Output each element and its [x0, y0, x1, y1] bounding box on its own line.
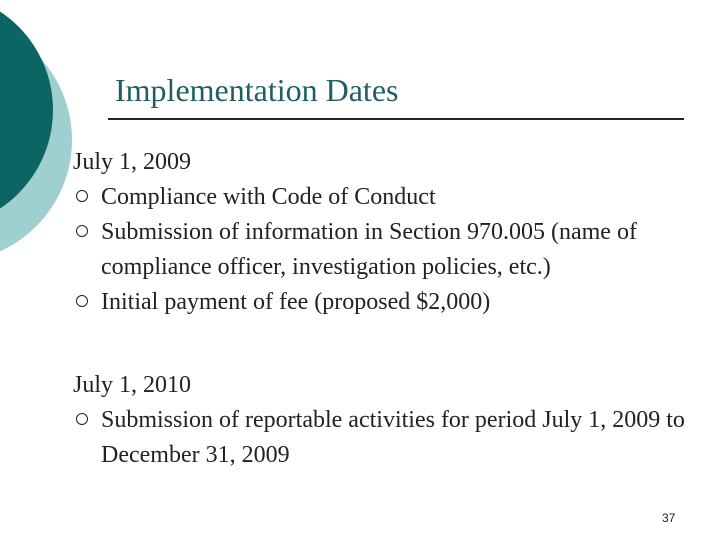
bullet-text: Initial payment of fee (proposed $2,000)	[101, 289, 491, 315]
date-heading-2009: July 1, 2009	[73, 149, 192, 175]
slide-title: Implementation Dates	[115, 72, 399, 108]
bullet-item	[73, 215, 713, 285]
slide-content	[73, 145, 713, 473]
bullet-text: Compliance with Code of Conduct	[101, 184, 436, 210]
slide-number: 37	[662, 511, 676, 525]
bullet-text: Submission of information in Section 970.005 (name of compliance officer, investigation policies, etc.)	[101, 219, 637, 280]
bullet-item	[73, 180, 713, 215]
hollow-circle-bullet-icon	[76, 190, 88, 202]
title-underline	[108, 118, 684, 120]
date-heading-2010: July 1, 2010	[73, 372, 192, 398]
hollow-circle-bullet-icon	[76, 413, 88, 425]
bullet-item	[73, 403, 713, 473]
hollow-circle-bullet-icon	[76, 295, 88, 307]
bullet-item	[73, 285, 713, 320]
bullet-text: Submission of reportable activities for period July 1, 2009 to December 31, 2009	[101, 407, 685, 468]
section-spacer	[73, 320, 713, 368]
hollow-circle-bullet-icon	[76, 225, 88, 237]
decorative-circles	[0, 0, 80, 290]
